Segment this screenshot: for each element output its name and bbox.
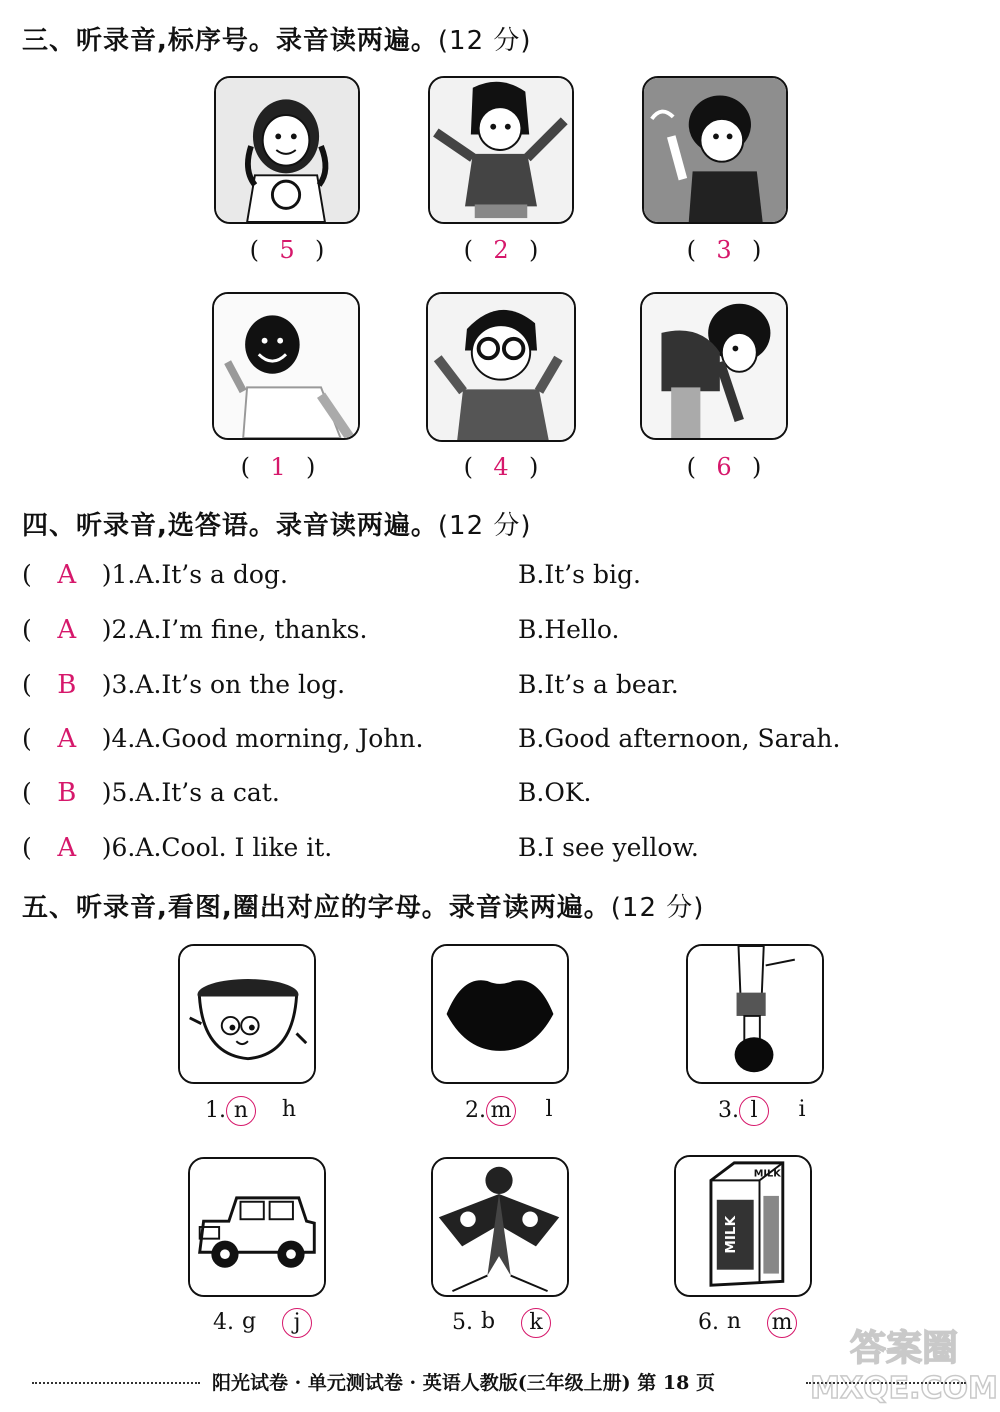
milk-label-top: MILK xyxy=(753,1168,781,1180)
letter-option-first: n xyxy=(726,1309,742,1334)
option-b-6: B.I see yellow. xyxy=(518,833,699,862)
option-a: 5.A.It’s a cat. xyxy=(111,778,280,807)
section5-points: (12 分) xyxy=(610,893,705,923)
option-b-2: B.Hello. xyxy=(518,615,620,644)
watermark xyxy=(812,1316,997,1408)
item-number: 3. xyxy=(718,1098,739,1123)
section3-heading xyxy=(22,20,532,57)
picture-noodles xyxy=(178,944,316,1084)
item-number: 2. xyxy=(465,1098,486,1123)
chosen-answer: A xyxy=(57,833,77,863)
letter-choice-2 xyxy=(465,1094,564,1128)
picture-mouth xyxy=(431,944,569,1084)
letter-option-second: j xyxy=(282,1308,312,1338)
answer-number: 4 xyxy=(493,453,509,481)
option-a: 6.A.Cool. I like it. xyxy=(111,833,333,862)
footer-text: 阳光试卷 · 单元测试卷 · 英语人教版(三年级上册) 第 18 页 xyxy=(212,1372,715,1394)
picture-milk-carton xyxy=(674,1155,812,1297)
letter-option-second: k xyxy=(521,1308,551,1338)
item-number: 4. xyxy=(213,1310,234,1335)
option-b-5: B.OK. xyxy=(518,778,592,807)
picture-jeep xyxy=(188,1157,326,1297)
chosen-answer: B xyxy=(57,778,77,808)
chosen-answer: B xyxy=(57,670,77,700)
option-a: 2.A.I’m fine, thanks. xyxy=(111,615,368,644)
question-row-4: ( A )4.A.Good morning, John. xyxy=(22,721,423,757)
milk-label: MILK xyxy=(723,1215,740,1254)
picture-boy-bowing xyxy=(640,292,788,440)
answer-label-6: ( 6 ) xyxy=(686,453,762,481)
answer-number: 5 xyxy=(279,236,295,264)
picture-kite xyxy=(431,1157,569,1297)
picture-girl-shrugging xyxy=(428,76,574,224)
answer-number: 1 xyxy=(270,453,286,481)
letter-option-first: m xyxy=(486,1096,516,1126)
chosen-answer: A xyxy=(57,615,77,645)
section5-title: 五、听录音,看图,圈出对应的字母。录音读两遍。 xyxy=(22,893,611,923)
item-number: 1. xyxy=(205,1098,226,1123)
letter-option-first: b xyxy=(480,1309,496,1334)
picture-leg xyxy=(686,944,824,1084)
option-a: 4.A.Good morning, John. xyxy=(111,724,424,753)
question-row-3: ( B )3.A.It’s on the log. xyxy=(22,667,345,703)
option-a: 3.A.It’s on the log. xyxy=(111,670,346,699)
option-b-4: B.Good afternoon, Sarah. xyxy=(518,724,841,753)
letter-choice-3 xyxy=(718,1094,817,1128)
picture-boy-dancing xyxy=(212,292,360,440)
question-row-5: ( B )5.A.It’s a cat. xyxy=(22,775,280,811)
watermark-text: MXQE.COM xyxy=(812,1371,997,1406)
letter-option-first: n xyxy=(226,1096,256,1126)
answer-number: 2 xyxy=(493,236,509,264)
letter-option-second: l xyxy=(545,1097,553,1122)
answer-label-3: ( 3 ) xyxy=(686,236,762,264)
option-a: 1.A.It’s a dog. xyxy=(111,560,288,589)
letter-choice-6 xyxy=(698,1306,797,1340)
option-b-1: B.It’s big. xyxy=(518,560,641,589)
footer-dotted-rule-left xyxy=(32,1382,200,1384)
option-b-3: B.It’s a bear. xyxy=(518,670,679,699)
question-row-6: ( A )6.A.Cool. I like it. xyxy=(22,830,332,866)
answer-label-1: ( 5 ) xyxy=(249,236,325,264)
item-number: 5. xyxy=(452,1310,473,1335)
picture-girl-headphones xyxy=(214,76,360,224)
watermark-logo: 答案圈 xyxy=(849,1328,959,1369)
letter-option-second: h xyxy=(281,1097,297,1122)
section3-points: (12 分) xyxy=(437,26,532,56)
picture-boy-glasses xyxy=(426,292,576,442)
chosen-answer: A xyxy=(57,560,77,590)
section4-heading xyxy=(22,505,532,542)
letter-choice-4 xyxy=(213,1306,312,1340)
answer-label-5: ( 4 ) xyxy=(463,453,539,481)
letter-option-second: i xyxy=(798,1097,806,1122)
answer-label-2: ( 2 ) xyxy=(463,236,539,264)
section4-title: 四、听录音,选答语。录音读两遍。 xyxy=(22,511,438,541)
section4-points: (12 分) xyxy=(437,511,532,541)
letter-option-first: l xyxy=(739,1096,769,1126)
answer-number: 6 xyxy=(716,453,732,481)
section5-heading xyxy=(22,887,704,924)
letter-choice-1 xyxy=(205,1094,304,1128)
picture-girl-waving xyxy=(642,76,788,224)
question-row-1: ( A )1.A.It’s a dog. xyxy=(22,557,288,593)
letter-option-second: m xyxy=(767,1308,797,1338)
chosen-answer: A xyxy=(57,724,77,754)
section3-title: 三、听录音,标序号。录音读两遍。 xyxy=(22,26,438,56)
letter-option-first: g xyxy=(241,1309,257,1334)
answer-number: 3 xyxy=(716,236,732,264)
answer-label-4: ( 1 ) xyxy=(240,453,316,481)
item-number: 6. xyxy=(698,1310,719,1335)
question-row-2: ( A )2.A.I’m fine, thanks. xyxy=(22,612,367,648)
letter-choice-5 xyxy=(452,1306,551,1340)
